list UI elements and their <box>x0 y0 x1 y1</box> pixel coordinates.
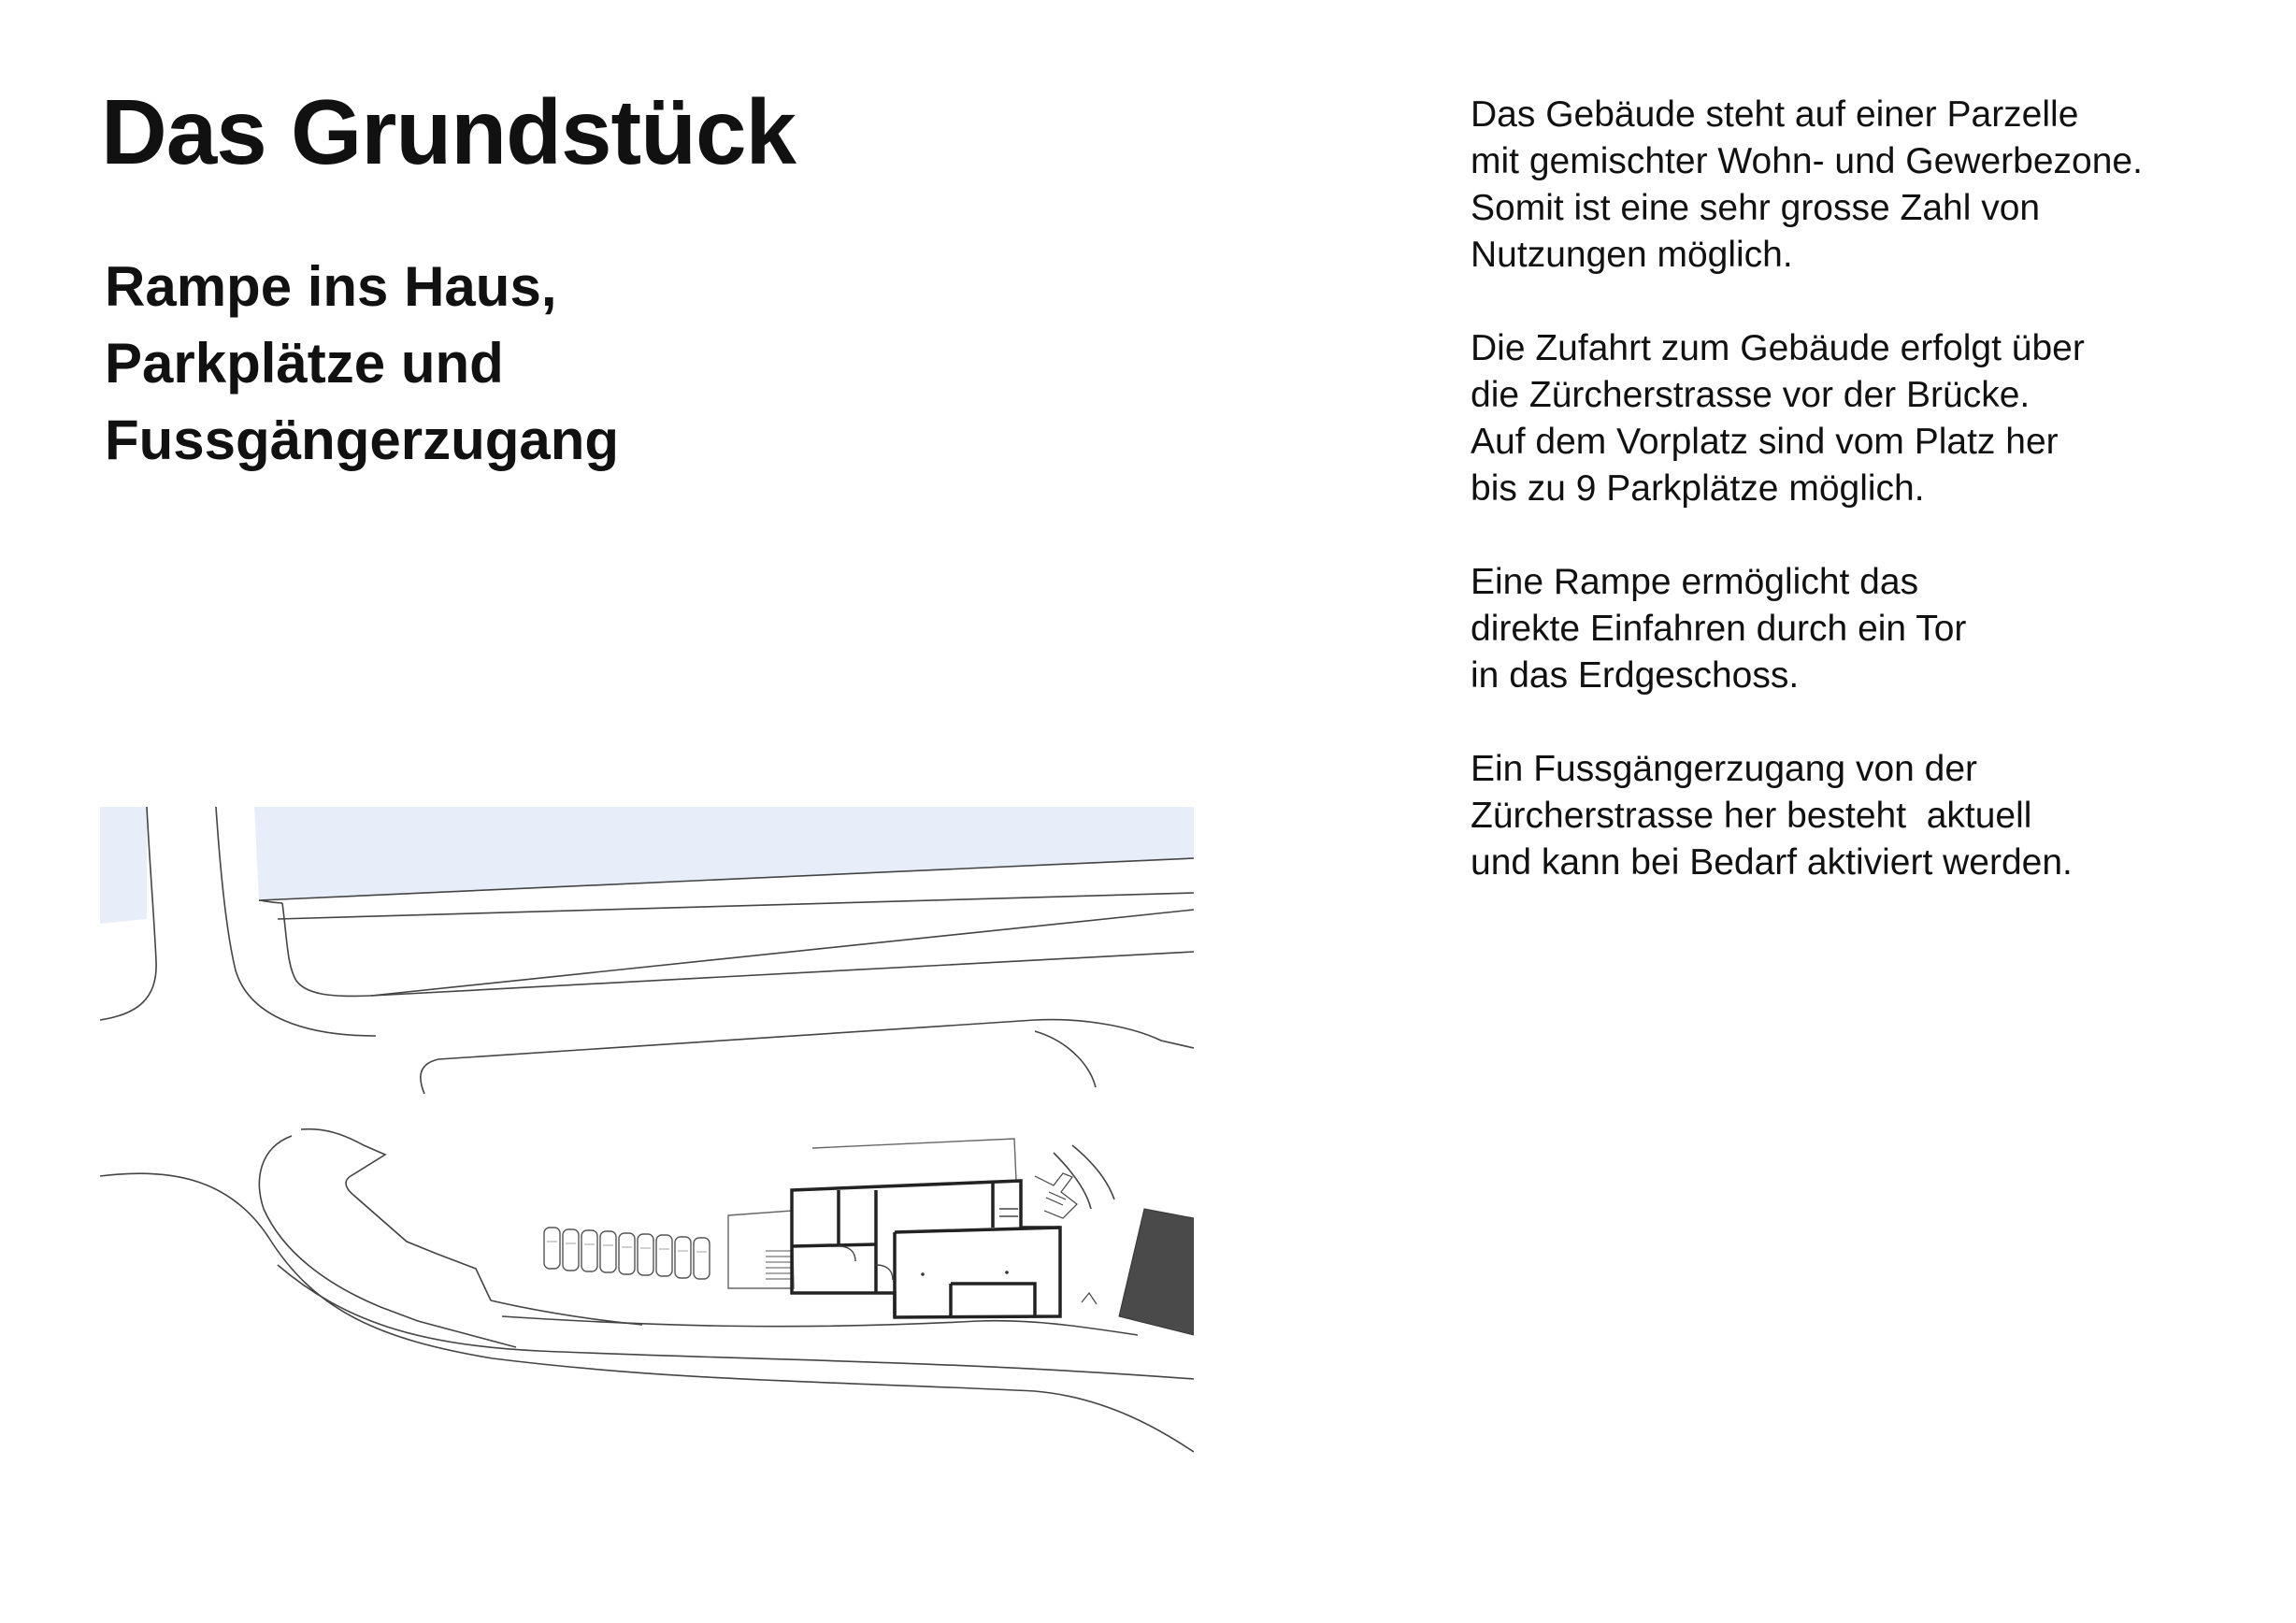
paragraph-pedestrian <box>1471 746 2274 886</box>
parking-space <box>581 1230 597 1271</box>
paragraph-ramp <box>1471 559 2274 699</box>
parking-space <box>638 1234 653 1275</box>
text-line: Ein Fussgängerzugang von der <box>1471 749 1978 789</box>
text-line: Eine Rampe ermöglicht das <box>1471 562 1919 602</box>
text-line: Zürcherstrasse her besteht aktuell <box>1471 796 2032 836</box>
staircase <box>766 1251 792 1279</box>
parking-space <box>656 1235 672 1276</box>
parking-space <box>544 1228 560 1269</box>
river-water-side <box>100 807 147 924</box>
parking-space <box>694 1238 710 1279</box>
parking-space <box>563 1229 579 1271</box>
neighbor-building <box>1119 1209 1194 1335</box>
river-water-main <box>254 807 1194 900</box>
paragraph-zoning <box>1471 92 2274 279</box>
description-text <box>1471 92 2274 933</box>
text-line: in das Erdgeschoss. <box>1471 655 1800 696</box>
text-line: Nutzungen möglich. <box>1471 235 1793 275</box>
parking-spaces <box>544 1228 710 1279</box>
external-stair <box>1035 1173 1077 1218</box>
text-line: bis zu 9 Parkplätze möglich. <box>1471 468 1925 509</box>
parking-space <box>675 1237 691 1278</box>
subtitle-line: Fussgängerzugang <box>105 409 620 471</box>
text-line: Die Zufahrt zum Gebäude erfolgt über <box>1471 328 2085 368</box>
paragraph-access <box>1471 325 2274 512</box>
text-line: Somit ist eine sehr grosse Zahl von <box>1471 188 2041 228</box>
text-line: mit gemischter Wohn- und Gewerbezone. <box>1471 141 2143 181</box>
text-line: direkte Einfahren durch ein Tor <box>1471 609 1967 649</box>
road-lines <box>100 807 1194 1452</box>
text-line: und kann bei Bedarf aktiviert werden. <box>1471 842 2073 883</box>
page-title: Das Grundstück <box>101 80 796 183</box>
text-line: die Zürcherstrasse vor der Brücke. <box>1471 375 2031 415</box>
building-floor-plan <box>728 1139 1097 1317</box>
parking-space <box>619 1233 635 1274</box>
page-subtitle <box>105 249 619 479</box>
parking-space <box>600 1231 616 1272</box>
text-line: Auf dem Vorplatz sind vom Platz her <box>1471 422 2059 462</box>
text-line: Das Gebäude steht auf einer Parzelle <box>1471 94 2079 135</box>
subtitle-line: Parkplätze und <box>105 332 504 395</box>
site-plan <box>100 807 1194 1461</box>
subtitle-line: Rampe ins Haus, <box>105 255 557 318</box>
